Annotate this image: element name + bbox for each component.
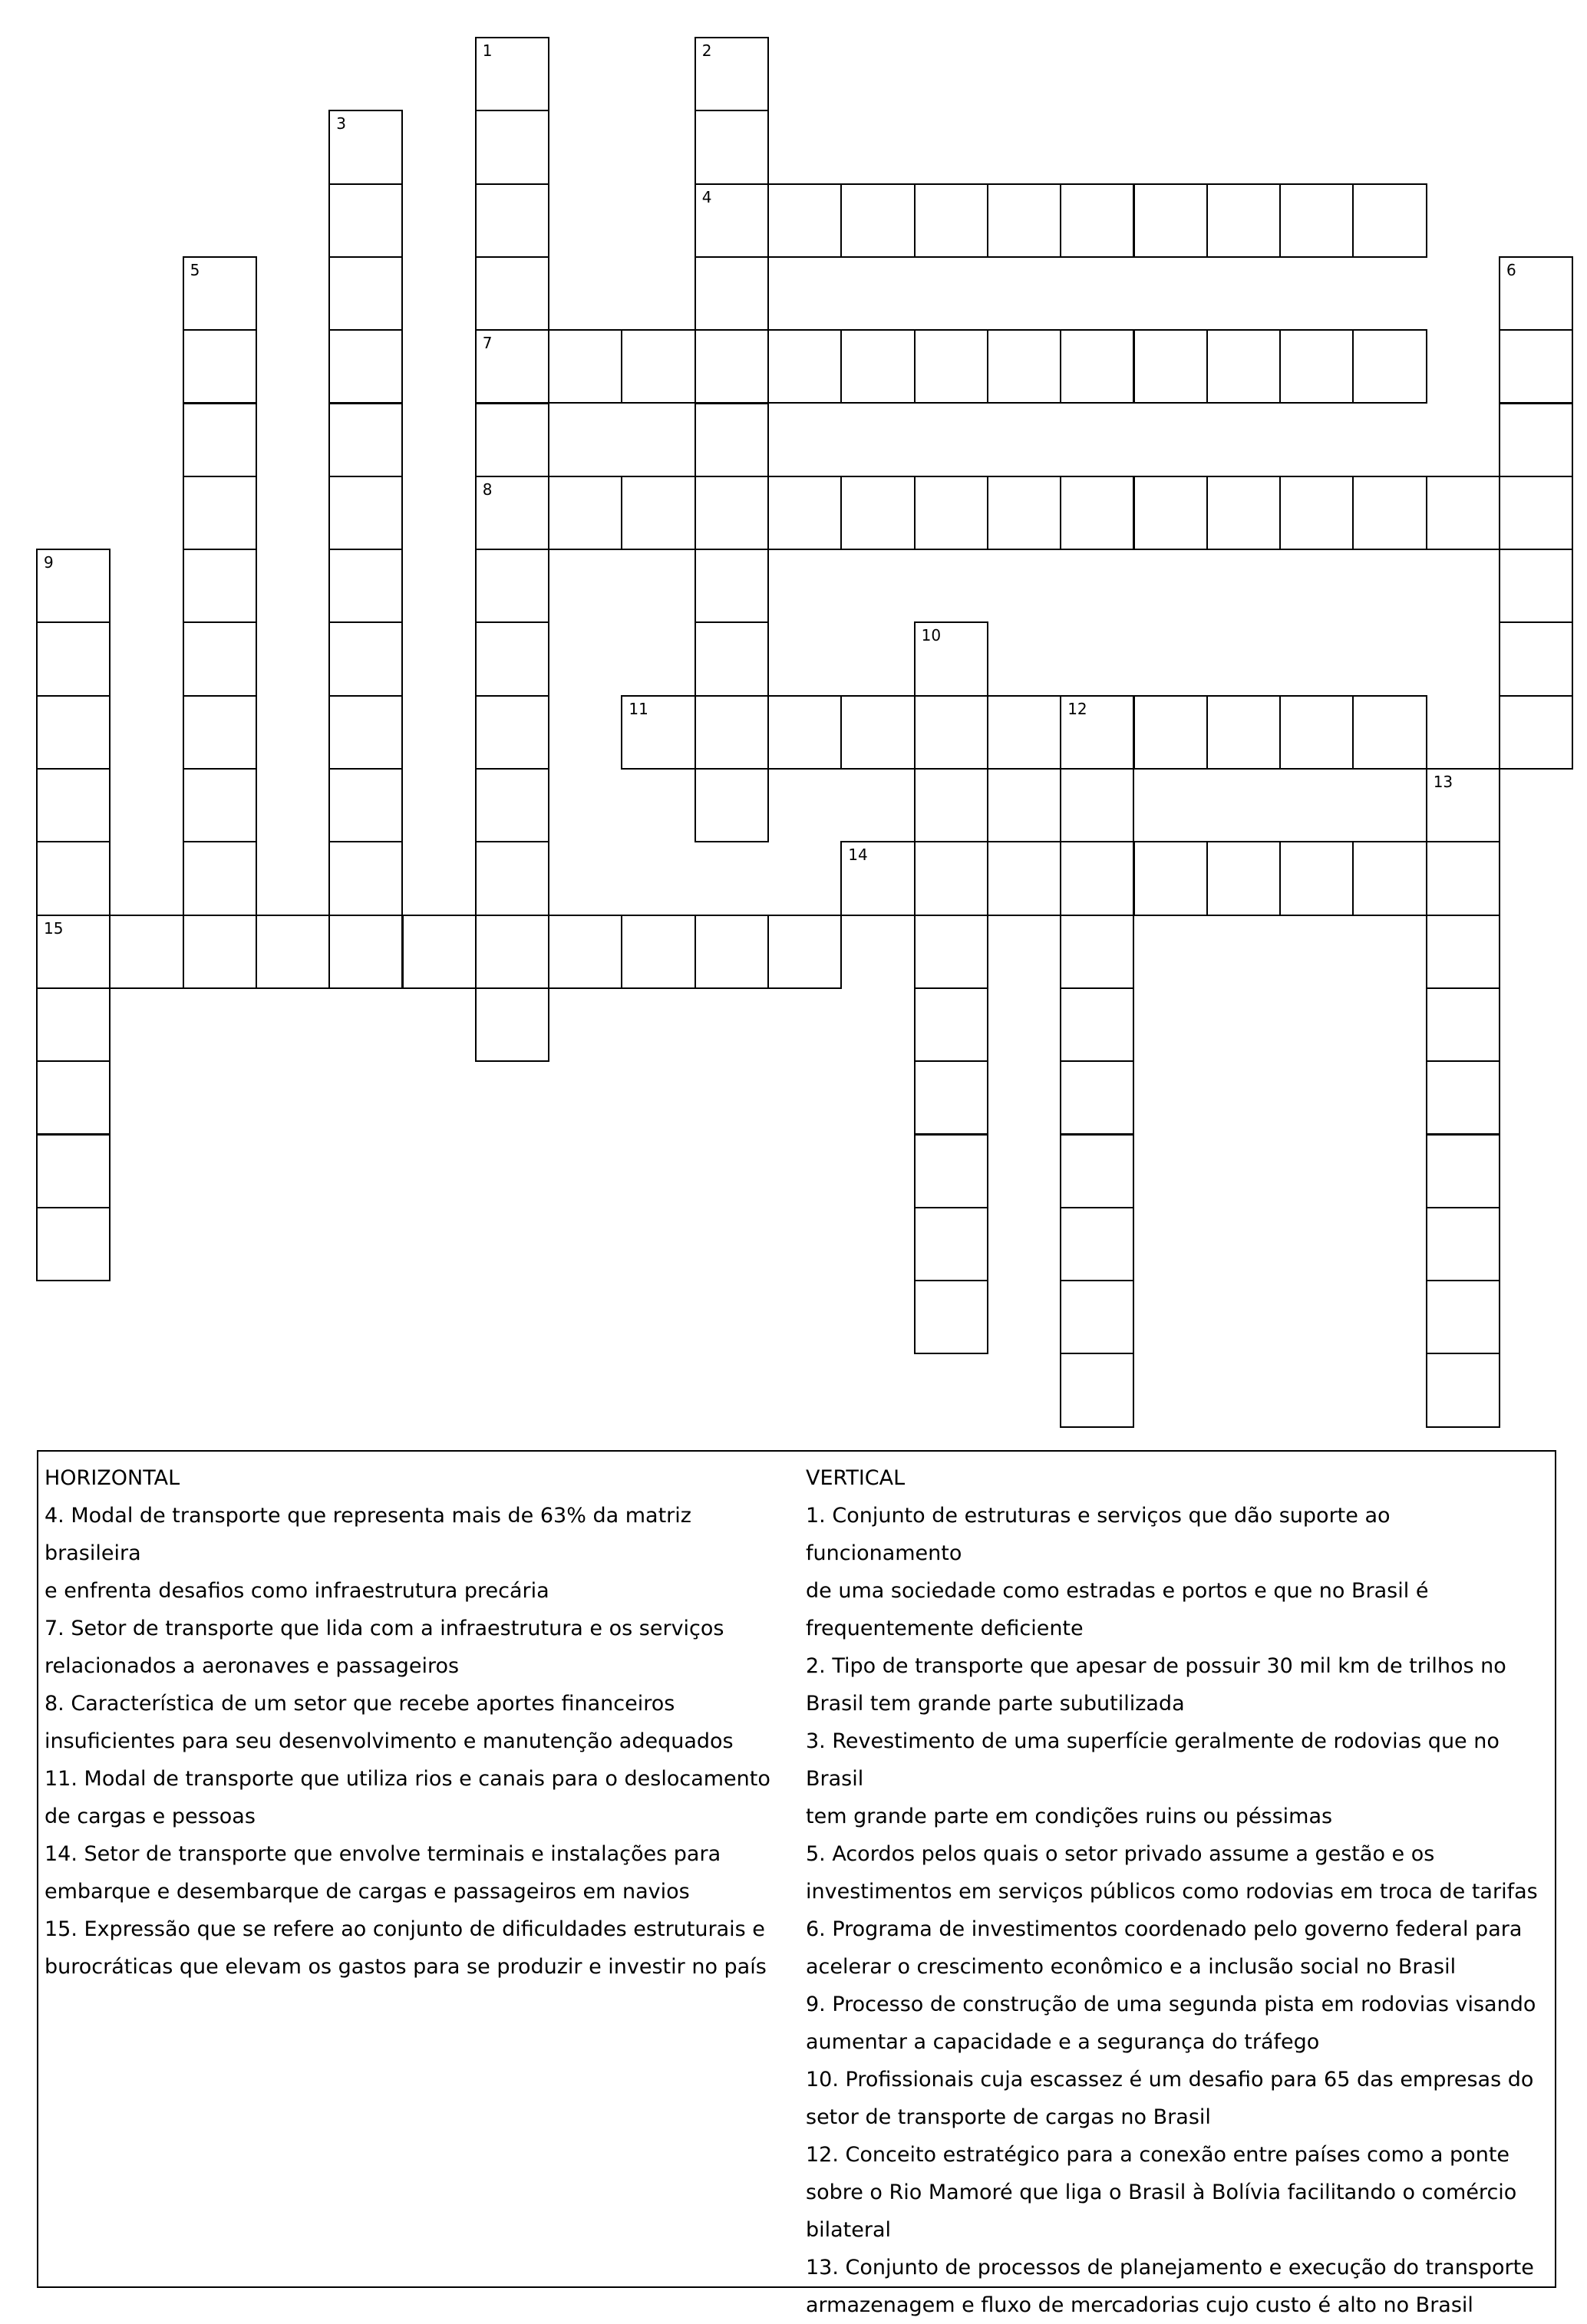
grid-cell[interactable] bbox=[1060, 841, 1134, 915]
clue-line: 15. Expressão que se refere ao conjunto de dificuldades estruturais e bbox=[45, 1917, 765, 1941]
grid-cell[interactable] bbox=[36, 695, 111, 770]
grid-cell[interactable] bbox=[1352, 476, 1427, 550]
grid-cell[interactable] bbox=[36, 1134, 111, 1208]
clue-number: 14 bbox=[848, 846, 868, 865]
grid-cell[interactable] bbox=[695, 768, 769, 842]
grid-cell[interactable] bbox=[914, 1060, 988, 1135]
grid-cell[interactable] bbox=[475, 841, 549, 915]
grid-cell[interactable] bbox=[1206, 695, 1281, 770]
grid-cell[interactable] bbox=[36, 1207, 111, 1281]
grid-cell[interactable] bbox=[987, 841, 1061, 915]
grid-cell[interactable] bbox=[914, 476, 988, 550]
grid-cell[interactable] bbox=[36, 1060, 111, 1135]
grid-cell[interactable] bbox=[1133, 329, 1208, 404]
clue-line: setor de transporte de cargas no Brasil bbox=[806, 2105, 1211, 2129]
clue-line: 10. Profissionais cuja escassez é um desafio para 65 das empresas do bbox=[806, 2068, 1534, 2092]
grid-cell[interactable] bbox=[475, 37, 549, 111]
grid-cell[interactable] bbox=[1060, 476, 1134, 550]
horizontal-clues-column bbox=[45, 1459, 789, 1986]
grid-cell[interactable] bbox=[1426, 1060, 1500, 1135]
grid-cell[interactable] bbox=[183, 256, 257, 331]
grid-cell[interactable] bbox=[109, 915, 183, 989]
clue-number: 4 bbox=[701, 187, 712, 206]
grid-cell[interactable] bbox=[475, 768, 549, 842]
grid-cell[interactable] bbox=[1060, 1207, 1134, 1281]
clues-panel bbox=[37, 1450, 1556, 2317]
clue-line: 6. Programa de investimentos coordenado pelo governo federal para bbox=[806, 1917, 1523, 1941]
grid-cell[interactable] bbox=[1426, 841, 1500, 915]
grid-cell[interactable] bbox=[1060, 915, 1134, 989]
clue-line: 7. Setor de transporte que lida com a infraestrutura e os serviços bbox=[45, 1617, 724, 1640]
clue-line: investimentos em serviços públicos como rodovias em troca de tarifas bbox=[806, 1880, 1538, 1904]
clue-line: 13. Conjunto de processos de planejamento e execução do transporte bbox=[806, 2256, 1534, 2279]
clue-line: 14. Setor de transporte que envolve terminais e instalações para bbox=[45, 1842, 721, 1866]
grid-cell[interactable] bbox=[695, 549, 769, 623]
clue-number: 10 bbox=[921, 626, 942, 645]
grid-cell[interactable] bbox=[183, 695, 257, 770]
grid-cell[interactable] bbox=[1206, 183, 1281, 258]
clue-number: 12 bbox=[1067, 699, 1087, 718]
grid-cell[interactable] bbox=[328, 329, 403, 404]
grid-cell[interactable] bbox=[914, 915, 988, 989]
grid-cell[interactable] bbox=[1426, 768, 1500, 842]
grid-cell[interactable] bbox=[36, 621, 111, 696]
grid-cell[interactable] bbox=[621, 329, 695, 404]
clue-line: 3. Revestimento de uma superfície geralmente de rodovias que no Brasil bbox=[806, 1729, 1500, 1791]
grid-cell[interactable] bbox=[987, 329, 1061, 404]
grid-cell[interactable] bbox=[1499, 476, 1573, 550]
grid-cell[interactable] bbox=[328, 768, 403, 842]
grid-cell[interactable] bbox=[475, 256, 549, 331]
grid-cell[interactable] bbox=[767, 915, 842, 989]
grid-cell[interactable] bbox=[328, 183, 403, 258]
clue-line: burocráticas que elevam os gastos para se produzir e investir no país bbox=[45, 1955, 767, 1979]
clue-line: aumentar a capacidade e a segurança do tráfego bbox=[806, 2030, 1320, 2054]
grid-cell[interactable] bbox=[1206, 329, 1281, 404]
clue-number: 9 bbox=[44, 553, 54, 572]
grid-cell[interactable] bbox=[1060, 1353, 1134, 1427]
grid-cell[interactable] bbox=[1206, 841, 1281, 915]
grid-cell[interactable] bbox=[767, 329, 842, 404]
grid-cell[interactable] bbox=[1133, 183, 1208, 258]
grid-cell[interactable] bbox=[914, 1207, 988, 1281]
grid-cell[interactable] bbox=[767, 695, 842, 770]
grid-cell[interactable] bbox=[328, 915, 403, 989]
grid-cell[interactable] bbox=[475, 476, 549, 550]
clue-line: sobre o Rio Mamoré que liga o Brasil à Bolívia facilitando o comércio bbox=[806, 2181, 1517, 2204]
grid-cell[interactable] bbox=[1352, 695, 1427, 770]
clue-number: 13 bbox=[1433, 773, 1453, 791]
vertical-heading: VERTICAL bbox=[806, 1466, 906, 1490]
grid-cell[interactable] bbox=[1279, 695, 1354, 770]
clue-line: 12. Conceito estratégico para a conexão entre países como a ponte bbox=[806, 2143, 1510, 2167]
grid-cell[interactable] bbox=[183, 329, 257, 404]
grid-cell[interactable] bbox=[914, 329, 988, 404]
grid-cell[interactable] bbox=[328, 110, 403, 184]
grid-cell[interactable] bbox=[1279, 329, 1354, 404]
grid-cell[interactable] bbox=[1060, 987, 1134, 1062]
grid-cell[interactable] bbox=[695, 256, 769, 331]
clue-number: 15 bbox=[44, 918, 64, 938]
grid-cell[interactable] bbox=[1060, 768, 1134, 842]
horizontal-heading: HORIZONTAL bbox=[45, 1466, 180, 1490]
grid-cell[interactable] bbox=[475, 915, 549, 989]
grid-cell[interactable] bbox=[695, 621, 769, 696]
grid-cell[interactable] bbox=[987, 183, 1061, 258]
grid-cell[interactable] bbox=[987, 695, 1061, 770]
clue-line: 8. Característica de um setor que recebe aportes financeiros bbox=[45, 1692, 675, 1716]
grid-cell[interactable] bbox=[328, 621, 403, 696]
clue-number: 5 bbox=[190, 260, 200, 279]
grid-cell[interactable] bbox=[1426, 987, 1500, 1062]
grid-cell[interactable] bbox=[1426, 915, 1500, 989]
grid-cell[interactable] bbox=[1060, 695, 1134, 770]
grid-cell[interactable] bbox=[1133, 695, 1208, 770]
grid-cell[interactable] bbox=[1426, 1280, 1500, 1354]
grid-cell[interactable] bbox=[1426, 1207, 1500, 1281]
clue-line: 5. Acordos pelos quais o setor privado assume a gestão e os bbox=[806, 1842, 1435, 1866]
grid-cell[interactable] bbox=[183, 768, 257, 842]
grid-cell[interactable] bbox=[475, 987, 549, 1062]
grid-cell[interactable] bbox=[183, 841, 257, 915]
clue-line: 9. Processo de construção de uma segunda pista em rodovias visando bbox=[806, 1993, 1536, 2016]
clue-number: 3 bbox=[336, 114, 346, 134]
grid-cell[interactable] bbox=[183, 549, 257, 623]
clue-line: embarque e desembarque de cargas e passageiros em navios bbox=[45, 1880, 690, 1904]
clue-line: frequentemente deficiente bbox=[806, 1617, 1084, 1640]
grid-cell[interactable] bbox=[475, 329, 549, 404]
clue-line: armazenagem e fluxo de mercadorias cujo custo é alto no Brasil bbox=[806, 2293, 1473, 2317]
grid-cell[interactable] bbox=[695, 110, 769, 184]
clue-line: insuficientes para seu desenvolvimento e manutenção adequados bbox=[45, 1729, 734, 1753]
grid-cell[interactable] bbox=[840, 695, 915, 770]
grid-cell[interactable] bbox=[1352, 329, 1427, 404]
clue-line: e enfrenta desafios como infraestrutura precária bbox=[45, 1579, 549, 1603]
grid-cell[interactable] bbox=[1279, 183, 1354, 258]
grid-cell[interactable] bbox=[36, 841, 111, 915]
grid-cell[interactable] bbox=[914, 1280, 988, 1354]
clue-line: acelerar o crescimento econômico e a inclusão social no Brasil bbox=[806, 1955, 1457, 1979]
grid-cell[interactable] bbox=[695, 695, 769, 770]
grid-cell[interactable] bbox=[767, 183, 842, 258]
grid-cell[interactable] bbox=[1426, 1353, 1500, 1427]
clue-line: 11. Modal de transporte que utiliza rios e canais para o deslocamento bbox=[45, 1767, 770, 1791]
grid-cell[interactable] bbox=[36, 915, 111, 989]
grid-cell[interactable] bbox=[183, 621, 257, 696]
grid-cell[interactable] bbox=[621, 695, 695, 770]
grid-cell[interactable] bbox=[475, 403, 549, 477]
grid-cell[interactable] bbox=[840, 183, 915, 258]
grid-cell[interactable] bbox=[475, 110, 549, 184]
grid-cell[interactable] bbox=[695, 329, 769, 404]
grid-cell[interactable] bbox=[914, 987, 988, 1062]
grid-cell[interactable] bbox=[402, 915, 477, 989]
grid-cell[interactable] bbox=[1060, 329, 1134, 404]
grid-cell[interactable] bbox=[1352, 183, 1427, 258]
clue-line: de cargas e pessoas bbox=[45, 1805, 256, 1828]
grid-cell[interactable] bbox=[621, 476, 695, 550]
grid-cell[interactable] bbox=[1499, 695, 1573, 770]
grid-cell[interactable] bbox=[183, 403, 257, 477]
grid-cell[interactable] bbox=[328, 549, 403, 623]
grid-cell[interactable] bbox=[1060, 1280, 1134, 1354]
grid-cell[interactable] bbox=[840, 476, 915, 550]
grid-cell[interactable] bbox=[621, 915, 695, 989]
clue-line: 2. Tipo de transporte que apesar de possuir 30 mil km de trilhos no bbox=[806, 1654, 1506, 1678]
grid-cell[interactable] bbox=[1133, 841, 1208, 915]
grid-cell[interactable] bbox=[1499, 549, 1573, 623]
grid-cell[interactable] bbox=[475, 549, 549, 623]
grid-cell[interactable] bbox=[548, 915, 622, 989]
clue-number: 6 bbox=[1506, 260, 1516, 279]
clue-number: 8 bbox=[482, 480, 493, 499]
grid-cell[interactable] bbox=[914, 695, 988, 770]
clue-line: tem grande parte em condições ruins ou péssimas bbox=[806, 1805, 1333, 1828]
grid-cell[interactable] bbox=[914, 841, 988, 915]
grid-cell[interactable] bbox=[840, 841, 915, 915]
grid-cell[interactable] bbox=[914, 768, 988, 842]
clue-number: 11 bbox=[629, 699, 648, 718]
grid-cell[interactable] bbox=[328, 403, 403, 477]
grid-cell[interactable] bbox=[1499, 403, 1573, 477]
grid-cell[interactable] bbox=[695, 915, 769, 989]
grid-cell[interactable] bbox=[1133, 476, 1208, 550]
grid-cell[interactable] bbox=[1426, 476, 1500, 550]
grid-cell[interactable] bbox=[914, 1134, 988, 1208]
grid-cell[interactable] bbox=[987, 476, 1061, 550]
clue-line: Brasil tem grande parte subutilizada bbox=[806, 1692, 1185, 1716]
grid-cell[interactable] bbox=[183, 915, 257, 989]
grid-cell[interactable] bbox=[1499, 621, 1573, 696]
grid-cell[interactable] bbox=[1426, 1134, 1500, 1208]
clue-line: relacionados a aeronaves e passageiros bbox=[45, 1654, 460, 1678]
grid-cell[interactable] bbox=[475, 695, 549, 770]
grid-cell[interactable] bbox=[1060, 183, 1134, 258]
clue-line: 4. Modal de transporte que representa mais de 63% da matriz brasileira bbox=[45, 1504, 691, 1565]
grid-cell[interactable] bbox=[475, 183, 549, 258]
clue-number: 7 bbox=[482, 334, 493, 353]
grid-cell[interactable] bbox=[328, 695, 403, 770]
grid-cell[interactable] bbox=[328, 256, 403, 331]
grid-cell[interactable] bbox=[1352, 841, 1427, 915]
clue-number: 2 bbox=[701, 41, 712, 60]
grid-cell[interactable] bbox=[695, 476, 769, 550]
grid-cell[interactable] bbox=[548, 329, 622, 404]
grid-cell[interactable] bbox=[1206, 476, 1281, 550]
clue-line: de uma sociedade como estradas e portos e que no Brasil é bbox=[806, 1579, 1429, 1603]
clue-line: 1. Conjunto de estruturas e serviços que dão suporte ao funcionamento bbox=[806, 1504, 1391, 1565]
grid-cell[interactable] bbox=[840, 329, 915, 404]
grid-cell[interactable] bbox=[256, 915, 330, 989]
clue-number: 1 bbox=[482, 41, 493, 60]
grid-cell[interactable] bbox=[36, 987, 111, 1062]
grid-cell[interactable] bbox=[328, 476, 403, 550]
grid-cell[interactable] bbox=[1060, 1134, 1134, 1208]
grid-cell[interactable] bbox=[1279, 476, 1354, 550]
grid-cell[interactable] bbox=[1060, 1060, 1134, 1135]
grid-cell[interactable] bbox=[695, 37, 769, 111]
vertical-clues-column bbox=[806, 1459, 1550, 2324]
grid-cell[interactable] bbox=[1499, 329, 1573, 404]
grid-cell[interactable] bbox=[695, 183, 769, 258]
grid-cell[interactable] bbox=[1499, 256, 1573, 331]
grid-cell[interactable] bbox=[36, 549, 111, 623]
grid-cell[interactable] bbox=[1279, 841, 1354, 915]
grid-cell[interactable] bbox=[183, 476, 257, 550]
grid-cell[interactable] bbox=[475, 621, 549, 696]
grid-cell[interactable] bbox=[328, 841, 403, 915]
grid-cell[interactable] bbox=[767, 476, 842, 550]
grid-cell[interactable] bbox=[914, 183, 988, 258]
grid-cell[interactable] bbox=[36, 768, 111, 842]
clue-line: bilateral bbox=[806, 2218, 892, 2242]
grid-cell[interactable] bbox=[695, 403, 769, 477]
grid-cell[interactable] bbox=[548, 476, 622, 550]
grid-cell[interactable] bbox=[914, 621, 988, 696]
